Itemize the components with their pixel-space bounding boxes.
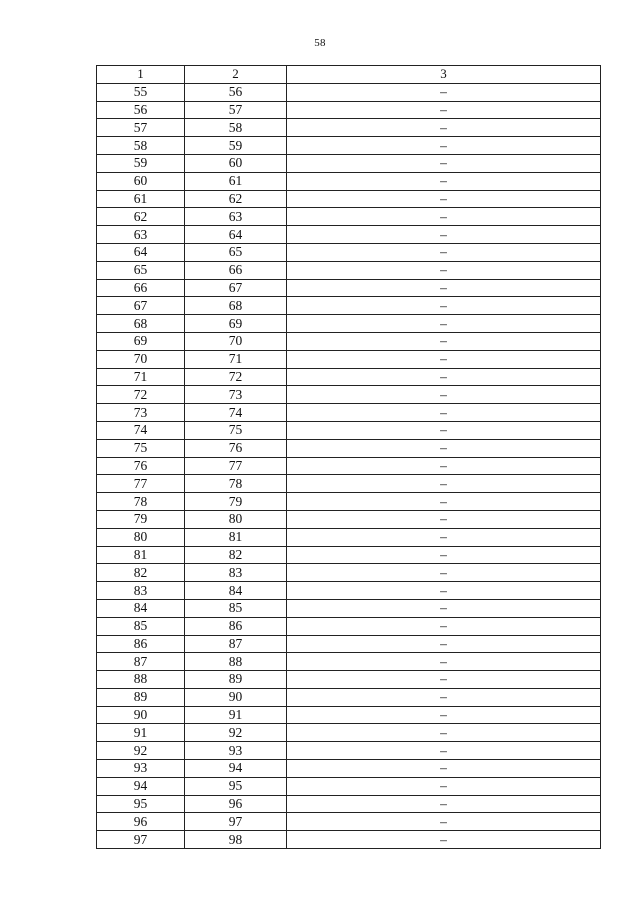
table-cell-col1: 66: [97, 279, 185, 297]
table-cell-col1: 77: [97, 475, 185, 493]
table-row: [97, 795, 601, 813]
table-cell-col3: –: [287, 154, 601, 172]
table-cell-col1: 79: [97, 510, 185, 528]
table-row: [97, 653, 601, 671]
table-cell-col2: 80: [185, 510, 287, 528]
table-cell-col2: 58: [185, 119, 287, 137]
table-cell-col2: 88: [185, 653, 287, 671]
page-number: 58: [314, 37, 326, 49]
table-row: [97, 742, 601, 760]
table-cell-col1: 60: [97, 172, 185, 190]
table-cell-col1: 96: [97, 813, 185, 831]
table-header: [97, 66, 601, 84]
table-cell-col1: 57: [97, 119, 185, 137]
table-cell-col1: 86: [97, 635, 185, 653]
table-cell-col2: 79: [185, 493, 287, 511]
table-cell-col1: 65: [97, 261, 185, 279]
table-row: [97, 671, 601, 689]
table-cell-col1: 76: [97, 457, 185, 475]
table-cell-col1: 94: [97, 777, 185, 795]
table-cell-col3: –: [287, 688, 601, 706]
table-cell-col3: –: [287, 528, 601, 546]
table-cell-col2: 67: [185, 279, 287, 297]
table-row: [97, 101, 601, 119]
table-cell-col3: –: [287, 546, 601, 564]
table-cell-col1: 81: [97, 546, 185, 564]
table-row: [97, 261, 601, 279]
table-cell-col2: 57: [185, 101, 287, 119]
table-cell-col1: 82: [97, 564, 185, 582]
table-cell-col2: 63: [185, 208, 287, 226]
table-cell-col1: 95: [97, 795, 185, 813]
table-cell-col2: 73: [185, 386, 287, 404]
table-cell-col2: 60: [185, 154, 287, 172]
table-cell-col1: 75: [97, 439, 185, 457]
table-cell-col2: 92: [185, 724, 287, 742]
table-cell-col3: –: [287, 777, 601, 795]
table-cell-col2: 95: [185, 777, 287, 795]
table-cell-col2: 61: [185, 172, 287, 190]
table-cell-col2: 96: [185, 795, 287, 813]
table-cell-col2: 68: [185, 297, 287, 315]
table-cell-col2: 86: [185, 617, 287, 635]
table-cell-col2: 89: [185, 671, 287, 689]
table-cell-col3: –: [287, 742, 601, 760]
table-cell-col2: 62: [185, 190, 287, 208]
table-cell-col3: –: [287, 635, 601, 653]
table-cell-col3: –: [287, 510, 601, 528]
table-cell-col3: –: [287, 493, 601, 511]
table-cell-col1: 67: [97, 297, 185, 315]
table-cell-col1: 72: [97, 386, 185, 404]
table-cell-col1: 71: [97, 368, 185, 386]
table-cell-col2: 97: [185, 813, 287, 831]
table-row: [97, 528, 601, 546]
table-cell-col1: 73: [97, 404, 185, 422]
table-cell-col3: –: [287, 421, 601, 439]
table-row: [97, 279, 601, 297]
table-row: [97, 368, 601, 386]
table-cell-col2: 64: [185, 226, 287, 244]
table-cell-col1: 78: [97, 493, 185, 511]
table-cell-col3: –: [287, 279, 601, 297]
table-cell-col2: 77: [185, 457, 287, 475]
table-cell-col1: 97: [97, 831, 185, 849]
table-row: [97, 226, 601, 244]
table-cell-col2: 70: [185, 332, 287, 350]
table-row: [97, 706, 601, 724]
table-row: [97, 599, 601, 617]
table-row: [97, 724, 601, 742]
table-cell-col1: 64: [97, 243, 185, 261]
table-cell-col1: 55: [97, 83, 185, 101]
table-cell-col3: –: [287, 208, 601, 226]
table-cell-col1: 68: [97, 315, 185, 333]
table-row: [97, 83, 601, 101]
table-cell-col3: –: [287, 386, 601, 404]
table-cell-col2: 74: [185, 404, 287, 422]
table-cell-col2: 81: [185, 528, 287, 546]
table-row: [97, 119, 601, 137]
table-row: [97, 386, 601, 404]
header-row: [97, 66, 601, 84]
table-cell-col3: –: [287, 653, 601, 671]
table-cell-col3: –: [287, 350, 601, 368]
table-cell-col1: 80: [97, 528, 185, 546]
table-cell-col1: 69: [97, 332, 185, 350]
table-cell-col3: –: [287, 190, 601, 208]
table-row: [97, 243, 601, 261]
table-cell-col3: –: [287, 315, 601, 333]
table-body: [97, 83, 601, 848]
table-cell-col3: –: [287, 119, 601, 137]
table-cell-col3: –: [287, 831, 601, 849]
table-cell-col3: –: [287, 243, 601, 261]
table-row: [97, 582, 601, 600]
table-row: [97, 421, 601, 439]
table-cell-col2: 72: [185, 368, 287, 386]
table-cell-col1: 59: [97, 154, 185, 172]
table-cell-col2: 93: [185, 742, 287, 760]
table-cell-col1: 62: [97, 208, 185, 226]
table-row: [97, 510, 601, 528]
table-cell-col3: –: [287, 101, 601, 119]
table-row: [97, 760, 601, 778]
table-row: [97, 635, 601, 653]
table-cell-col3: –: [287, 457, 601, 475]
table-cell-col1: 56: [97, 101, 185, 119]
table-cell-col1: 92: [97, 742, 185, 760]
table-cell-col2: 94: [185, 760, 287, 778]
table-cell-col2: 83: [185, 564, 287, 582]
table-row: [97, 137, 601, 155]
table-cell-col3: –: [287, 332, 601, 350]
table-cell-col3: –: [287, 261, 601, 279]
table-cell-col2: 59: [185, 137, 287, 155]
table-cell-col2: 56: [185, 83, 287, 101]
table-cell-col1: 87: [97, 653, 185, 671]
column-header-1: 1: [97, 66, 185, 84]
table-row: [97, 831, 601, 849]
table-cell-col3: –: [287, 564, 601, 582]
table-cell-col1: 93: [97, 760, 185, 778]
column-header-2: 2: [185, 66, 287, 84]
table-row: [97, 332, 601, 350]
table-cell-col2: 90: [185, 688, 287, 706]
table-cell-col3: –: [287, 617, 601, 635]
table-row: [97, 457, 601, 475]
table-row: [97, 564, 601, 582]
table-cell-col2: 82: [185, 546, 287, 564]
table-cell-col3: –: [287, 475, 601, 493]
table-cell-col1: 83: [97, 582, 185, 600]
table-cell-col2: 98: [185, 831, 287, 849]
table-row: [97, 439, 601, 457]
table-cell-col3: –: [287, 439, 601, 457]
table-cell-col1: 61: [97, 190, 185, 208]
table-row: [97, 297, 601, 315]
table-row: [97, 777, 601, 795]
table-row: [97, 475, 601, 493]
table-row: [97, 172, 601, 190]
table-cell-col3: –: [287, 582, 601, 600]
table-row: [97, 404, 601, 422]
data-table: [96, 65, 601, 849]
table-row: [97, 154, 601, 172]
table-cell-col3: –: [287, 368, 601, 386]
table-row: [97, 813, 601, 831]
table-cell-col3: –: [287, 404, 601, 422]
table-cell-col2: 75: [185, 421, 287, 439]
table-cell-col2: 87: [185, 635, 287, 653]
table-cell-col1: 63: [97, 226, 185, 244]
table-cell-col3: –: [287, 599, 601, 617]
table-row: [97, 493, 601, 511]
table-cell-col1: 88: [97, 671, 185, 689]
table-cell-col3: –: [287, 813, 601, 831]
table-cell-col1: 90: [97, 706, 185, 724]
table-cell-col1: 85: [97, 617, 185, 635]
table-row: [97, 350, 601, 368]
table-cell-col3: –: [287, 83, 601, 101]
table-cell-col1: 91: [97, 724, 185, 742]
table-cell-col3: –: [287, 724, 601, 742]
table-cell-col2: 71: [185, 350, 287, 368]
table-row: [97, 208, 601, 226]
table-cell-col3: –: [287, 172, 601, 190]
table-cell-col2: 84: [185, 582, 287, 600]
table-cell-col1: 84: [97, 599, 185, 617]
table-cell-col3: –: [287, 706, 601, 724]
table-row: [97, 617, 601, 635]
table-cell-col2: 91: [185, 706, 287, 724]
table-cell-col2: 69: [185, 315, 287, 333]
table-cell-col1: 74: [97, 421, 185, 439]
column-header-3: 3: [287, 66, 601, 84]
table-cell-col2: 65: [185, 243, 287, 261]
table-cell-col1: 70: [97, 350, 185, 368]
table-row: [97, 688, 601, 706]
table-cell-col1: 89: [97, 688, 185, 706]
table-cell-col2: 76: [185, 439, 287, 457]
table-cell-col3: –: [287, 226, 601, 244]
table-cell-col2: 78: [185, 475, 287, 493]
table-cell-col3: –: [287, 671, 601, 689]
table-row: [97, 190, 601, 208]
table-cell-col2: 85: [185, 599, 287, 617]
table-cell-col1: 58: [97, 137, 185, 155]
table-cell-col3: –: [287, 297, 601, 315]
table-cell-col3: –: [287, 760, 601, 778]
table-row: [97, 315, 601, 333]
table-row: [97, 546, 601, 564]
table-cell-col3: –: [287, 795, 601, 813]
table-cell-col2: 66: [185, 261, 287, 279]
table-cell-col3: –: [287, 137, 601, 155]
